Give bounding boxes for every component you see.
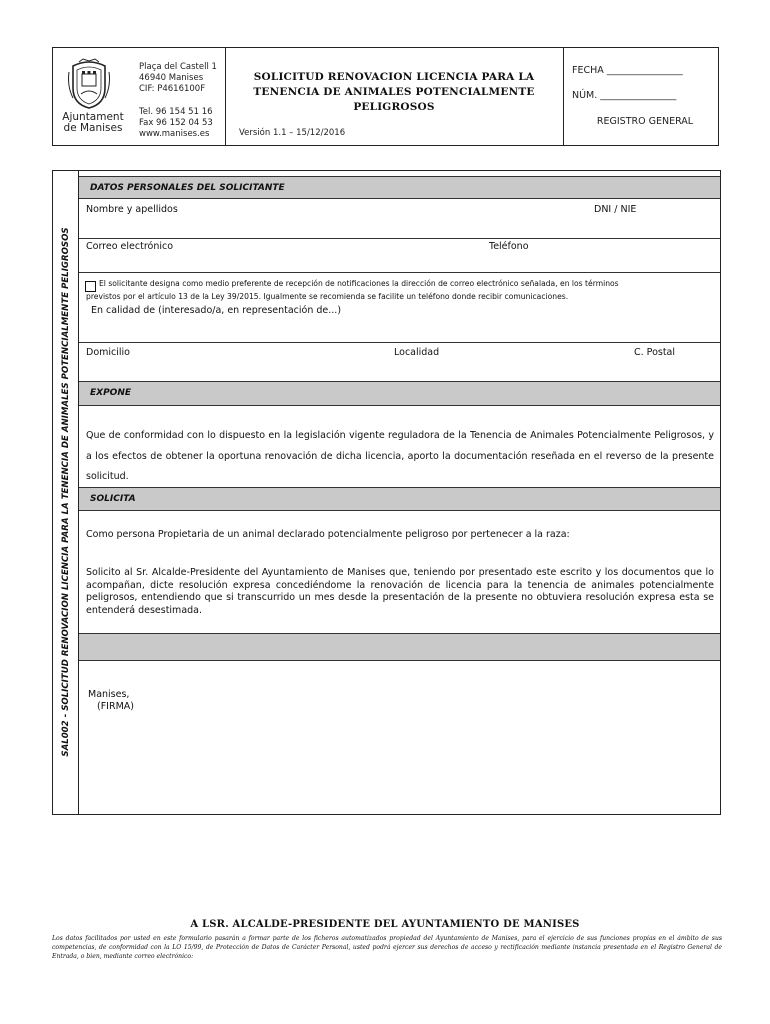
nombre-row[interactable]: [79, 199, 720, 239]
domicilio-label: Domicilio: [86, 347, 130, 358]
contacto-row[interactable]: [79, 239, 720, 273]
form-content: [79, 171, 720, 814]
address-line: Plaça del Castell 1: [139, 62, 217, 72]
address-line: CIF: P4616100F: [139, 84, 206, 94]
document-header: [52, 47, 719, 146]
logo-block: [53, 48, 133, 145]
codigo-postal-label: C. Postal: [634, 347, 676, 358]
section-solicita: [79, 487, 720, 511]
data-protection-note: Los datos facilitados por usted en este formulario pasarán a formar parte de los ficheros automatizados propiedad del Ayuntamiento de Manises, para el ejercicio de sus funciones propias en el ámbito de sus competencias, de conformidad con la LO 15/99, de Protección de Datos de Carácter Personal, usted podrá ejercer sus derechos de acceso y rectificación mediante instancia presentada en el Registro General de Entrada, o bien, mediante correo electrónico:: [52, 935, 722, 960]
email-notification-checkbox[interactable]: [85, 281, 96, 292]
sidebar-code-label: SAL002 - SOLICITUD RENOVACION LICENCIA PARA LA TENENCIA DE ANIMALES POTENCIALMENTE PELIGROSOS: [61, 227, 71, 757]
solicita-text: Solicito al Sr. Alcalde-Presidente del Ayuntamiento de Manises que, teniendo por presentado este escrito y los documentos que lo acompañan, dicte resolución expresa concediéndome la renovación de licencia para la tenencia de animales potencialmente peligrosos, entendiendo que si transcurrido un mes desde la presentación de la presente no obtuviera resolución expresa esta se entenderá desestimada.: [86, 567, 714, 616]
form-title: [229, 70, 559, 115]
contact-line: Fax 96 152 04 53: [139, 118, 213, 128]
domicilio-row[interactable]: [79, 343, 720, 381]
form-sidebar: [53, 171, 79, 814]
municipality-name-line2: de Manises: [63, 122, 123, 134]
form-title-line: SOLICITUD RENOVACION LICENCIA PARA LA: [253, 71, 535, 83]
municipality-name-line1: Ajuntament: [62, 111, 124, 123]
section-title: DATOS PERSONALES DEL SOLICITANTE: [90, 183, 285, 193]
coat-of-arms-logo: [65, 58, 113, 110]
fecha-field: FECHA ________________: [572, 65, 683, 76]
section-datos-personales: [79, 176, 720, 199]
header-divider: [563, 48, 564, 145]
num-field: NÚM. ________________: [572, 90, 677, 101]
calidad-row[interactable]: [79, 302, 720, 343]
localidad-label: Localidad: [394, 347, 440, 358]
form-title-line: TENENCIA DE ANIMALES POTENCIALMENTE: [253, 86, 535, 98]
firma-label[interactable]: (FIRMA): [97, 701, 134, 712]
form-title-line: PELIGROSOS: [353, 101, 435, 113]
raza-label: Como persona Propietaria de un animal declarado potencialmente peligroso por pertenecer a la raza:: [86, 529, 570, 540]
nombre-label: Nombre y apellidos: [86, 204, 178, 215]
notification-consent-line2: previstos por el artículo 13 de la Ley 39/2015. Igualmente se recomienda se facilite un teléfono donde recibir comunicaciones.: [86, 292, 569, 301]
addressee-line: A LSR. ALCALDE-PRESIDENTE DEL AYUNTAMIENTO DE MANISES: [190, 919, 580, 930]
section-title: SOLICITA: [90, 494, 136, 504]
application-form: [52, 170, 721, 815]
section-expone: [79, 381, 720, 406]
telefono-label: Teléfono: [489, 241, 529, 252]
contact-line: Tel. 96 154 51 16: [139, 107, 213, 117]
firma-place-label: Manises,: [88, 689, 130, 700]
address-line: 46940 Manises: [139, 73, 204, 83]
contact-line: www.manises.es: [139, 129, 210, 139]
dni-label: DNI / NIE: [594, 204, 637, 215]
version-label: Versión 1.1 – 15/12/2016: [239, 128, 346, 138]
section-title: EXPONE: [90, 388, 132, 398]
blank-section-band: [79, 633, 720, 661]
correo-label: Correo electrónico: [86, 241, 174, 252]
expone-text: Que de conformidad con lo dispuesto en la legislación vigente reguladora de la Tenencia de Animales Potencialmente Peligrosos, y a los efectos de obtener la oportuna renovación de dicha licencia, aporto la documentación reseñada en el reverso de la presente solicitud.: [86, 430, 714, 482]
notification-consent-line1: El solicitante designa como medio preferente de recepción de notificaciones la dirección de correo electrónico señalada, en los términos: [99, 279, 619, 288]
header-divider: [225, 48, 226, 145]
registro-general-label: REGISTRO GENERAL: [596, 116, 694, 127]
calidad-label: En calidad de (interesado/a, en representación de...): [91, 305, 342, 316]
